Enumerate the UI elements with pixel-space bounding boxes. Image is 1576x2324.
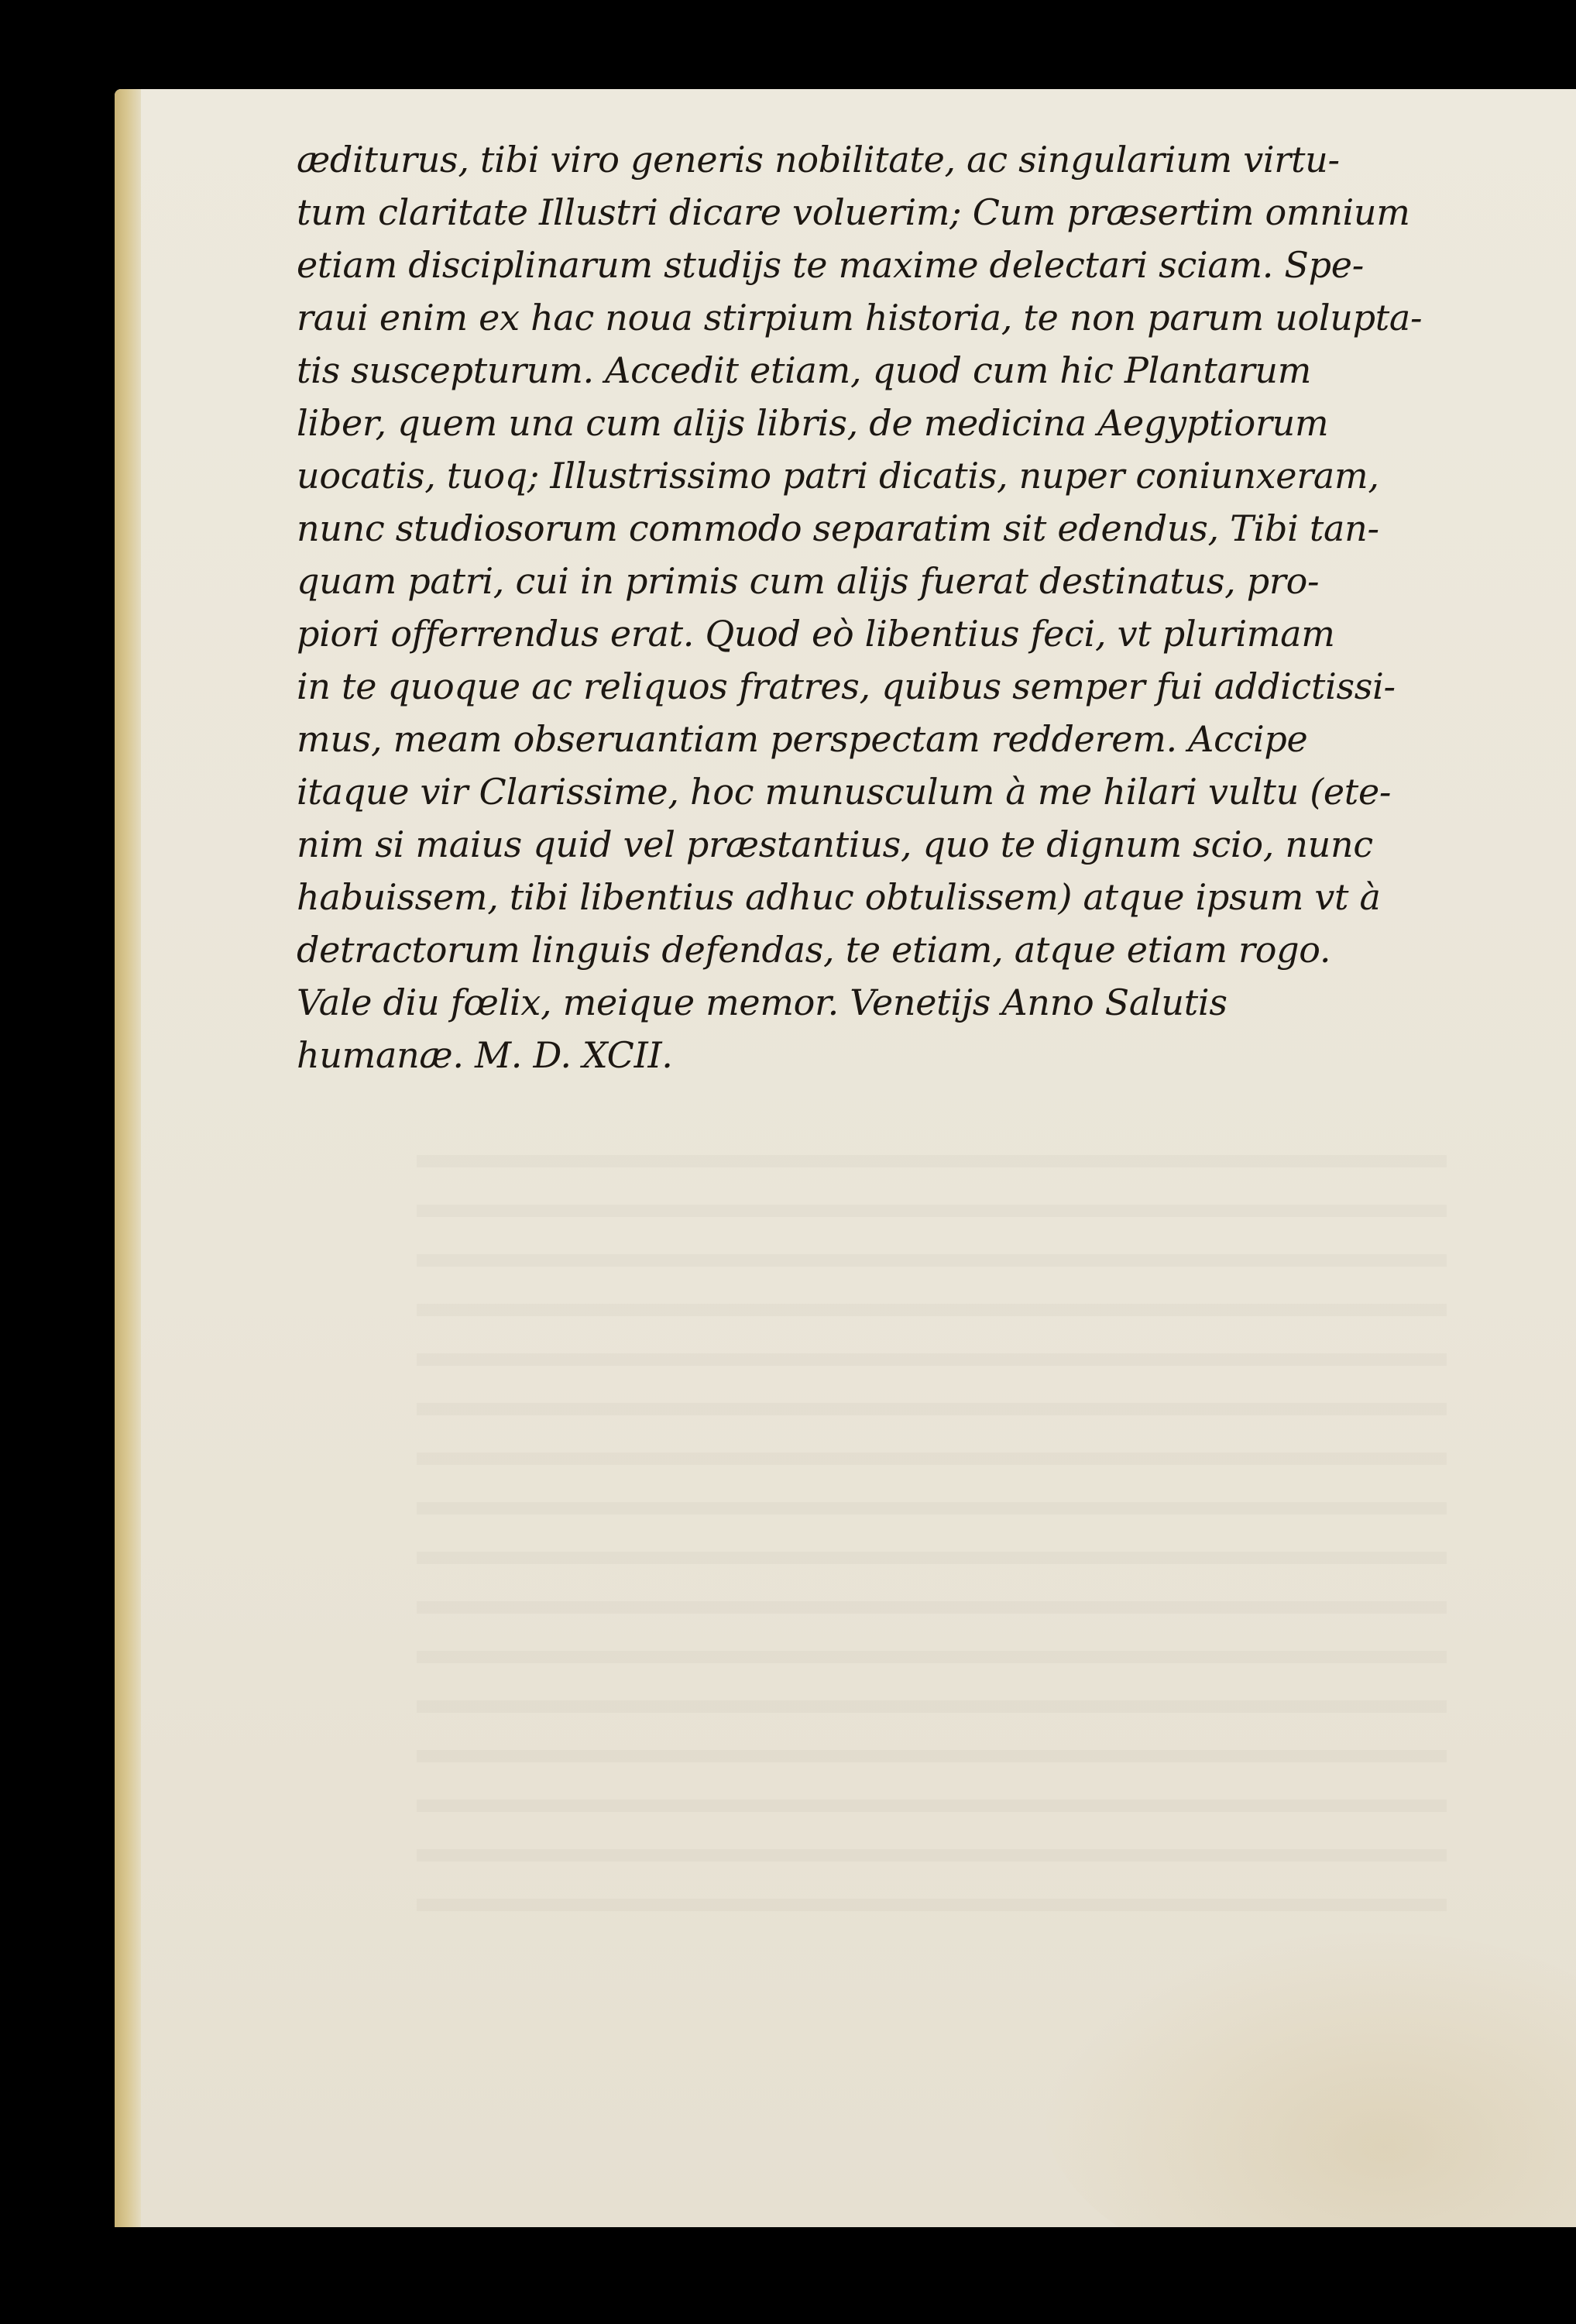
text-line-8: nunc studiosorum commodo separatim sit edendus, Tibi tan- bbox=[297, 507, 1379, 549]
text-line-15: habuissem, tibi libentius adhuc obtulissem) atque ipsum vt à bbox=[297, 876, 1381, 918]
text-line-17: Vale diu fœlix, meique memor. Venetijs Anno Salutis bbox=[297, 982, 1227, 1023]
text-line-12: mus, meam obseruantiam perspectam redderem. Accipe bbox=[297, 718, 1308, 760]
show-through-text bbox=[417, 1127, 1447, 1948]
dedication-text bbox=[297, 133, 1427, 1081]
text-line-13: itaque vir Clarissime, hoc munusculum à me hilari vultu (ete- bbox=[297, 771, 1392, 813]
text-line-4: raui enim ex hac noua stirpium historia, te non parum uolupta- bbox=[297, 297, 1423, 339]
text-line-16: detractorum linguis defendas, te etiam, atque etiam rogo. bbox=[297, 929, 1331, 971]
water-stain bbox=[1044, 1933, 1576, 2227]
text-line-14: nim si maius quid vel præstantius, quo te dignum scio, nunc bbox=[297, 823, 1373, 865]
text-line-9: quam patri, cui in primis cum alijs fuerat destinatus, pro- bbox=[297, 560, 1320, 602]
text-line-6: liber, quem una cum alijs libris, de medicina Aegyptiorum bbox=[297, 402, 1329, 444]
text-line-7: uocatis, tuoq; Illustrissimo patri dicatis, nuper coniunxeram, bbox=[297, 455, 1379, 497]
text-line-5: tis suscepturum. Accedit etiam, quod cum hic Plantarum bbox=[297, 349, 1312, 391]
text-line-2: tum claritate Illustri dicare voluerim; Cum præsertim omnium bbox=[297, 191, 1410, 233]
text-line-3: etiam disciplinarum studijs te maxime delectari sciam. Spe- bbox=[297, 244, 1364, 286]
page-gutter-edge bbox=[115, 89, 141, 2227]
text-line-11: in te quoque ac reliquos fratres, quibus semper fui addictissi- bbox=[297, 665, 1396, 707]
text-line-18: humanæ. M. D. XCII. bbox=[297, 1034, 673, 1076]
text-line-1: æditurus, tibi viro generis nobilitate, ac singularium virtu- bbox=[297, 139, 1340, 180]
text-line-10: piori offerrendus erat. Quod eò libentius feci, vt plurimam bbox=[297, 613, 1335, 655]
